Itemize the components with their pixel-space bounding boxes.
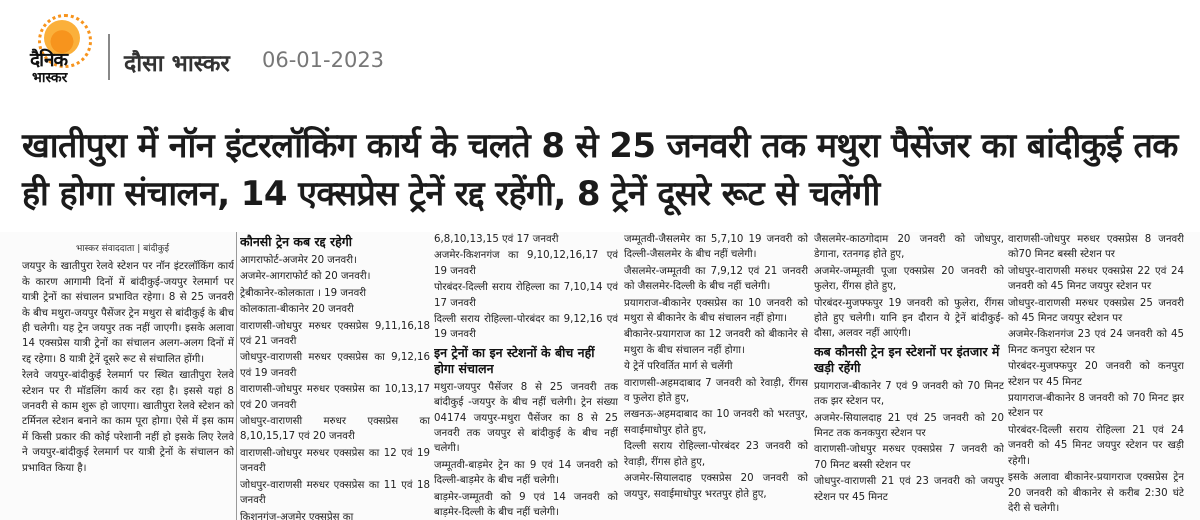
list-item: जोधपुर-वाराणसी मरुधर एक्सप्रेस 22 एवं 24 जनवरी को 45 मिनट जयपुर स्टेशन पर — [1008, 265, 1184, 293]
list-item: जम्मूतवी-जैसलमेर का 5,7,10 19 जनवरी को दिल्ली-जैसलमेर के बीच नहीं चलेगी। — [624, 234, 808, 261]
dainik-bhaskar-logo — [22, 16, 104, 86]
logo-text-line1: दैनिक — [30, 49, 68, 71]
article-column-5 — [814, 232, 1004, 520]
list-item: प्रयागराज-बीकानेर 7 एवं 9 जनवरी को 70 मिनट तक झर स्टेशन पर, — [814, 380, 1004, 408]
paragraph: जयपुर के खातीपुरा रेलवे स्टेशन पर नॉन इंटरलॉकिंग कार्य के कारण आगामी दिनों में बांदीकुई-जयपुर रेलमार्ग पर यात्री ट्रेनों का संचालन प्रभावित रहेगा। 8 से 25 जनवरी के बीच मथुरा-जयपुर पैसेंजर ट्रेन मथुरा से बांदीकुई के बीच ही चलेगी। यह ट्रेन जयपुर तक नहीं जाएगी। इसके अलावा 14 एक्सप्रेस यात्री ट्रेनों का संचालन अलग-अलग दिनों में रद्द रहेगा। 8 यात्री ट्रेनें दूसरे रूट से संचालित होंगी। — [22, 261, 234, 365]
list-item: वाराणसी-जोधपुर मरुधर एक्सप्रेस 8 जनवरी को70 मिनट बस्सी स्टेशन पर — [1008, 234, 1184, 261]
list-item: पोरबंदर-मुजफ्फपुर 19 जनवरी को फुलेरा, रींगस होते हुए चलेगी। यानि इन दौरान ये ट्रेनें बांदीकुई-दौसा, अलवर नहीं आएंगी। — [814, 297, 1004, 340]
list-item: वाराणसी-जोधपुर मरुधर एक्सप्रेस 7 जनवरी को 70 मिनट बस्सी स्टेशन पर — [814, 444, 1004, 471]
list-item: जम्मूतवी-बाड़मेर ट्रेन का 9 एवं 14 जनवरी को दिल्ली-बाड़मेर के बीच नहीं चलेगी। — [434, 459, 618, 487]
paragraph: रेलवे जयपुर-बांदीकुई रेलमार्ग पर स्थित खातीपुरा रेलवे स्टेशन पर री मॉडलिंग कार्य कर रहा है। इससे यहां 8 जनवरी से काम शुरू हो जाएगा। खातीपुरा रेलवे स्टेशन को टर्मिनल स्टेशन बनाने का काम पूरा होगा। ऐसे में इस काम में किसी प्रकार की कोई परेशानी नहीं हो इसके लिए रेलवे ने जयपुर-बांदीकुई रेलमार्ग पर यात्री ट्रेनों के संचालन को प्रभावित किया है। — [22, 370, 234, 474]
edition-name: दौसा भास्कर — [124, 51, 230, 77]
list-item: किशनगंज-अजमेर एक्सप्रेस का — [240, 511, 354, 520]
list-item: वाराणसी-जोधपुर मरुधर एक्सप्रेस 9,11,16,18 एवं 21 जनवरी — [240, 320, 430, 348]
list-item: प्रयागराज-बीकानेर 8 जनवरी को 70 मिनट झर स्टेशन पर — [1008, 393, 1184, 420]
list-item: 6,8,10,13,15 एवं 17 जनवरी — [434, 234, 559, 245]
list-item: जोधपुर-वाराणसी मरुधर एक्सप्रेस का 9,12,16 एवं 19 जनवरी — [240, 352, 430, 379]
list-item: पोरबंदर-दिल्ली सराय रोहिल्ला 21 एवं 24 जनवरी को 45 मिनट जयपुर स्टेशन पर खड़ी रहेगी। — [1008, 424, 1184, 467]
article-column-1 — [22, 232, 234, 520]
list-item: दिल्ली सराय रोहिल्ला-पोरबंदर 23 जनवरी को रेवाड़ी, रींगस होते हुए, — [624, 441, 808, 468]
list-item: अजमेर-आगराफोर्ट को 20 जनवरी। — [240, 271, 371, 283]
list-item: अजमेर-किशनगंज का 9,10,12,16,17 एवं 19 जनवरी — [434, 250, 618, 277]
page-header — [0, 0, 1200, 100]
logo-text-line2: भास्कर — [32, 70, 68, 86]
list-item: मथुरा-जयपुर पैसेंजर 8 से 25 जनवरी तक बांदीकुई -जयपुर के बीच नहीं चलेगी। ट्रेन संख्या 04174 जयपुर-मथुरा पैसेंजर का 8 से 25 जनवरी तक जयपुर से बांदीकुई के बीच नहीं चलेगी। — [434, 381, 618, 455]
section-heading: कब कौनसी ट्रेन इन स्टेशनों पर इंतजार में खड़ी रहेंगी — [814, 343, 1000, 375]
section-heading: कौनसी ट्रेन कब रद्द रहेगी — [240, 234, 353, 249]
list-item: जोधपुर-वाराणसी 21 एवं 23 जनवरी को जयपुर स्टेशन पर 45 मिनट — [814, 476, 1004, 503]
list-item: अजमेर-सियालदाह एक्सप्रेस 20 जनवरी को जयपुर, सवाईमाधोपुर भरतपुर होते हुए, — [624, 473, 808, 500]
list-item: ये ट्रेनें परिवर्तित मार्ग से चलेंगी — [624, 361, 733, 373]
header-divider — [108, 34, 110, 80]
article-column-6 — [1008, 232, 1184, 520]
article-column-3 — [434, 232, 618, 520]
list-item: आगराफोर्ट-अजमेर 20 जनवरी। — [240, 255, 357, 266]
list-item: जैसलमेर-काठगोदाम 20 जनवरी को जोधपुर, डेगाना, रतनगढ़ होते हुए, — [814, 234, 1004, 261]
list-item: जोधपुर-वाराणसी मरुधर एक्सप्रेस का 8,10,15,17 एवं 20 जनवरी — [240, 416, 430, 443]
list-item: बीकानेर-प्रयागराज का 12 जनवरी को बीकानेर से मथुरा के बीच संचालन नहीं होगा। — [624, 329, 808, 356]
news-clipping — [0, 232, 1200, 520]
edition-date: 06-01-2023 — [262, 48, 385, 72]
list-item: अजमेर-किशनगंज 23 एवं 24 जनवरी को 45 मिनट कनपुरा स्टेशन पर — [1008, 329, 1184, 356]
list-item: इसके अलावा बीकानेर-प्रयागराज एक्सप्रेस ट्रेन 20 जनवरी को बीकानेर से करीब 2:30 घंटे देरी से चलेगी। — [1008, 472, 1184, 514]
article-column-2 — [240, 232, 430, 520]
list-item: ट्रेबीकानेर-कोलकाता । 19 जनवरी — [240, 287, 367, 299]
list-item: जोधपुर-वाराणसी मरुधर एक्सप्रेस 25 जनवरी को 45 मिनट जयपुर स्टेशन पर — [1008, 297, 1184, 325]
article-column-4 — [624, 232, 808, 520]
list-item: वाराणसी-जोधपुर मरुधर एक्सप्रेस का 10,13,17 एवं 20 जनवरी — [240, 384, 430, 411]
list-item: पोरबंदर-मुजफ्फपुर 20 जनवरी को कनपुरा स्टेशन पर 45 मिनट — [1008, 361, 1184, 388]
list-item: लखनऊ-अहमदाबाद का 10 जनवरी को भरतपुर, सवाईमाधोपुर होते हुए, — [624, 409, 808, 436]
column-divider — [236, 232, 237, 520]
list-item: जैसलमेर-जम्मूतवी का 7,9,12 एवं 21 जनवरी को जैसलमेर-दिल्ली के बीच नहीं चलेगी। — [624, 265, 808, 293]
list-item: वाराणसी-अहमदाबाद 7 जनवरी को रेवाड़ी, रींगस व फुलेरा होते हुए, — [624, 377, 808, 405]
list-item: दिल्ली सराय रोहिल्ला-पोरबंदर का 9,12,16 एवं 19 जनवरी — [434, 314, 618, 341]
list-item: अजमेर-सियालदाह 21 एवं 25 जनवरी को 20 मिनट तक कनकपुरा स्टेशन पर — [814, 412, 1004, 440]
list-item: बाड़मेर-जम्मूतवी को 9 एवं 14 जनवरी को बाड़मेर-दिल्ली के बीच नहीं चलेगी। — [434, 491, 618, 519]
headline: खातीपुरा में नॉन इंटरलॉकिंग कार्य के चलते 8 से 25 जनवरी तक मथुरा पैसेंजर का बांदीकुई तक ही होगा संचालन, 14 एक्सप्रेस ट्रेनें रद्द रहेंगी, 8 ट्रेनें दूसरे रूट से चलेंगी — [22, 126, 1178, 214]
byline: भास्कर संवाददाता | बांदीकुई — [76, 244, 170, 254]
list-item: अजमेर-जम्मूतवी पूजा एक्सप्रेस 20 जनवरी को फुलेरा, रींगस होते हुए, — [814, 265, 1004, 293]
list-item: जोधपुर-वाराणसी मरुधर एक्सप्रेस का 11 एवं 18 जनवरी — [240, 479, 430, 507]
list-item: पोरबंदर-दिल्ली सराय रोहिल्ला का 7,10,14 एवं 17 जनवरी — [434, 282, 618, 309]
list-item: प्रयागराज-बीकानेर एक्सप्रेस का 10 जनवरी को मथुरा से बीकानेर के बीच संचालन नहीं होगा। — [624, 297, 808, 325]
section-heading: इन ट्रेनों का इन स्टेशनों के बीच नहीं होगा संचालन — [434, 344, 595, 376]
list-item: वाराणसी-जोधपुर मरुधर एक्सप्रेस का 12 एवं 19 जनवरी — [240, 447, 430, 475]
list-item: कोलकाता-बीकानेर 20 जनवरी — [240, 304, 354, 316]
